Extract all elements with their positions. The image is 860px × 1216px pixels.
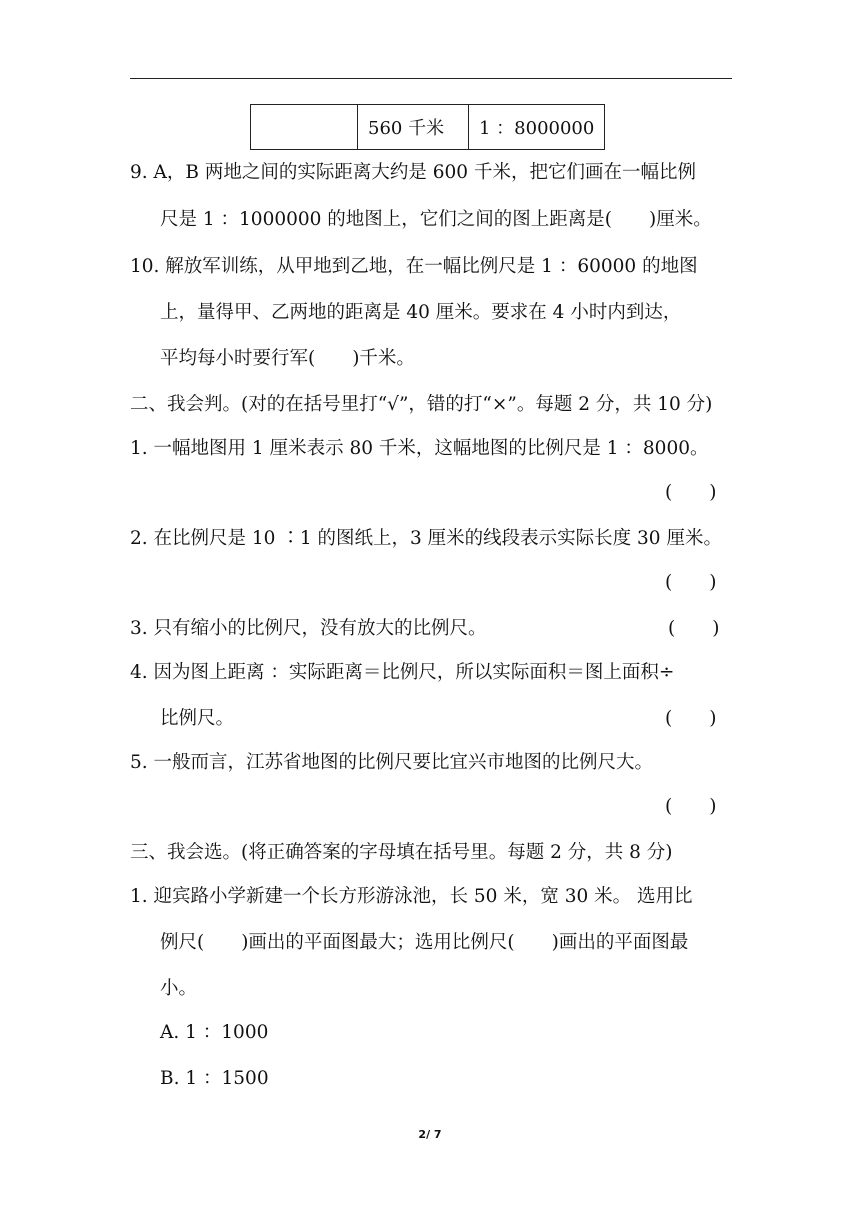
section-3-heading: 三、我会选。(将正确答案的字母填在括号里。每题 2 分，共 8 分) <box>130 842 673 863</box>
q10-line3: 平均每小时要行军( )千米。 <box>160 348 415 369</box>
q10-line1: 10. 解放军训练，从甲地到乙地，在一幅比例尺是 1 ：60000 的地图 <box>130 256 698 277</box>
judge-2: 2. 在比例尺是 10 ∶1 的图纸上，3 厘米的线段表示实际长度 30 厘米。 <box>130 528 722 549</box>
table-cell-distance: 560 千米 <box>358 105 469 150</box>
page-number: 2/ 7 <box>418 1128 442 1141</box>
judge-3-answer[interactable]: ( ) <box>668 618 720 639</box>
q10-line2: 上，量得甲、乙两地的距离是 40 厘米。要求在 4 小时内到达， <box>160 302 682 323</box>
choice-1-line2: 例尺( )画出的平面图最大；选用比例尺( )画出的平面图最 <box>160 932 689 953</box>
judge-4-line1: 4. 因为图上距离 ：实际距离＝比例尺，所以实际面积＝图上面积÷ <box>130 662 675 683</box>
judge-5: 5. 一般而言，江苏省地图的比例尺要比宜兴市地图的比例尺大。 <box>130 752 654 773</box>
choice-1-line3: 小。 <box>160 978 198 999</box>
table-row <box>251 105 605 150</box>
judge-4-line2: 比例尺。 <box>160 708 235 729</box>
q9-line1: 9. A，B 两地之间的实际距离大约是 600 千米，把它们画在一幅比例 <box>130 162 696 183</box>
judge-1-answer[interactable]: ( ) <box>665 482 717 503</box>
judge-5-answer[interactable]: ( ) <box>665 796 717 817</box>
header-rule <box>130 78 732 79</box>
judge-4-answer[interactable]: ( ) <box>665 708 717 729</box>
table-cell-blank[interactable] <box>251 105 358 150</box>
scale-table <box>250 104 605 150</box>
q9-line2: 尺是 1 ：1000000 的地图上，它们之间的图上距离是( )厘米。 <box>160 209 712 230</box>
choice-1-line1: 1. 迎宾路小学新建一个长方形游泳池，长 50 米，宽 30 米。 选用比 <box>130 886 693 907</box>
choice-option-a: A. 1 ：1000 <box>160 1022 269 1043</box>
section-2-heading: 二、我会判。(对的在括号里打“√”，错的打“×”。每题 2 分，共 10 分) <box>130 394 713 415</box>
table-cell-scale: 1 ：8000000 <box>469 105 605 150</box>
choice-option-b: B. 1 ：1500 <box>160 1068 269 1089</box>
judge-2-answer[interactable]: ( ) <box>665 572 717 593</box>
judge-3: 3. 只有缩小的比例尺，没有放大的比例尺。 <box>130 618 487 639</box>
judge-1: 1. 一幅地图用 1 厘米表示 80 千米，这幅地图的比例尺是 1 ：8000。 <box>130 438 709 459</box>
